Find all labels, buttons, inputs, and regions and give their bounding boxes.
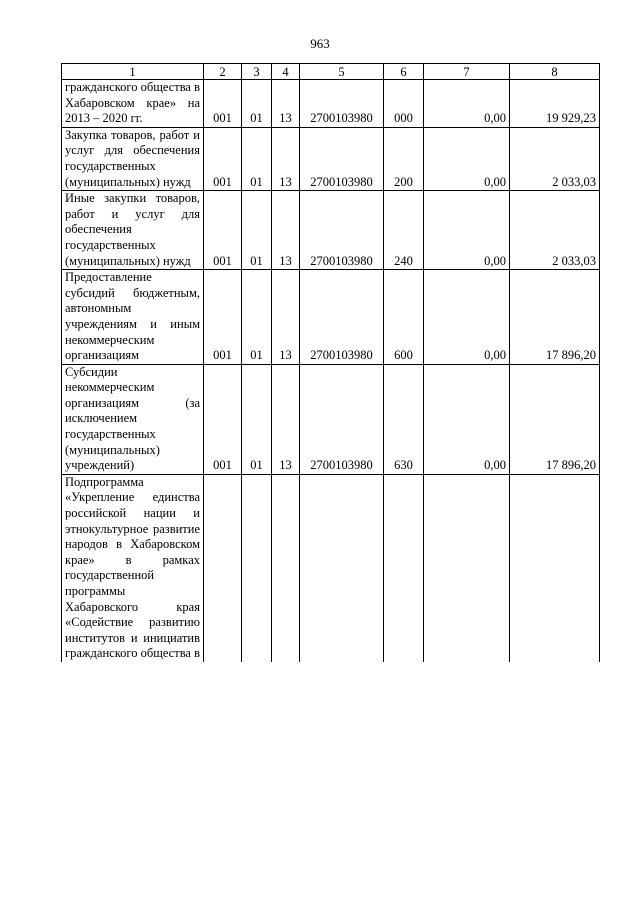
row-code-subsection: 13 <box>272 364 300 474</box>
row-code-target: 2700103980 <box>300 364 384 474</box>
row-code-admin: 001 <box>204 364 242 474</box>
table-header <box>62 64 600 80</box>
row-amount-col7: 0,00 <box>424 127 510 190</box>
row-code-section: 01 <box>242 80 272 128</box>
row-amount-col7 <box>424 474 510 662</box>
row-code-section: 01 <box>242 364 272 474</box>
row-amount-col7: 0,00 <box>424 364 510 474</box>
row-code-section <box>242 474 272 662</box>
column-header-1: 1 <box>62 64 204 80</box>
row-code-expense-type <box>384 474 424 662</box>
row-code-section: 01 <box>242 191 272 270</box>
column-header-5: 5 <box>300 64 384 80</box>
row-code-section: 01 <box>242 270 272 365</box>
table-row <box>62 80 600 128</box>
row-code-admin: 001 <box>204 191 242 270</box>
row-code-admin: 001 <box>204 270 242 365</box>
table-row <box>62 127 600 190</box>
row-code-admin: 001 <box>204 80 242 128</box>
table-row <box>62 270 600 365</box>
row-amount-col8: 19 929,23 <box>510 80 600 128</box>
page-number: 963 <box>310 36 330 51</box>
row-name: Предоставление субсидий бюджетным, автономным учреждениям и иным некоммерческим организациям <box>62 270 204 365</box>
row-amount-col8: 2 033,03 <box>510 127 600 190</box>
row-code-target <box>300 474 384 662</box>
row-name: Подпрограмма «Укрепление единства российской нации и этнокультурное развитие народов в Хабаровском крае» в рамках государственной программы Хабаровского края «Содействие развитию институтов и инициатив гражданского общества в <box>62 474 204 662</box>
row-code-section: 01 <box>242 127 272 190</box>
row-amount-col8: 17 896,20 <box>510 364 600 474</box>
row-name: гражданского общества в Хабаровском крае» на 2013 – 2020 гг. <box>62 80 204 128</box>
row-code-expense-type: 600 <box>384 270 424 365</box>
row-name: Иные закупки товаров, работ и услуг для обеспечения государственных (муниципальных) нужд <box>62 191 204 270</box>
row-amount-col7: 0,00 <box>424 191 510 270</box>
column-header-4: 4 <box>272 64 300 80</box>
column-header-7: 7 <box>424 64 510 80</box>
row-code-subsection: 13 <box>272 80 300 128</box>
column-header-6: 6 <box>384 64 424 80</box>
row-code-expense-type: 200 <box>384 127 424 190</box>
row-code-admin: 001 <box>204 127 242 190</box>
table-row <box>62 191 600 270</box>
row-code-admin <box>204 474 242 662</box>
row-code-expense-type: 000 <box>384 80 424 128</box>
column-header-3: 3 <box>242 64 272 80</box>
row-code-expense-type: 240 <box>384 191 424 270</box>
column-header-8: 8 <box>510 64 600 80</box>
row-code-subsection: 13 <box>272 191 300 270</box>
row-name: Субсидии некоммерческим организациям (за исключением государственных (муниципальных) учреждений) <box>62 364 204 474</box>
header-row <box>62 64 600 80</box>
row-amount-col8: 17 896,20 <box>510 270 600 365</box>
table-row <box>62 474 600 662</box>
row-code-subsection: 13 <box>272 270 300 365</box>
table-body <box>62 80 600 662</box>
row-code-expense-type: 630 <box>384 364 424 474</box>
row-amount-col7: 0,00 <box>424 270 510 365</box>
table-row <box>62 364 600 474</box>
row-code-subsection <box>272 474 300 662</box>
row-code-target: 2700103980 <box>300 80 384 128</box>
row-code-target: 2700103980 <box>300 127 384 190</box>
row-amount-col8: 2 033,03 <box>510 191 600 270</box>
row-code-target: 2700103980 <box>300 191 384 270</box>
row-amount-col7: 0,00 <box>424 80 510 128</box>
budget-table <box>61 63 600 662</box>
row-code-subsection: 13 <box>272 127 300 190</box>
row-amount-col8 <box>510 474 600 662</box>
row-code-target: 2700103980 <box>300 270 384 365</box>
column-header-2: 2 <box>204 64 242 80</box>
row-name: Закупка товаров, работ и услуг для обеспечения государственных (муниципальных) нужд <box>62 127 204 190</box>
